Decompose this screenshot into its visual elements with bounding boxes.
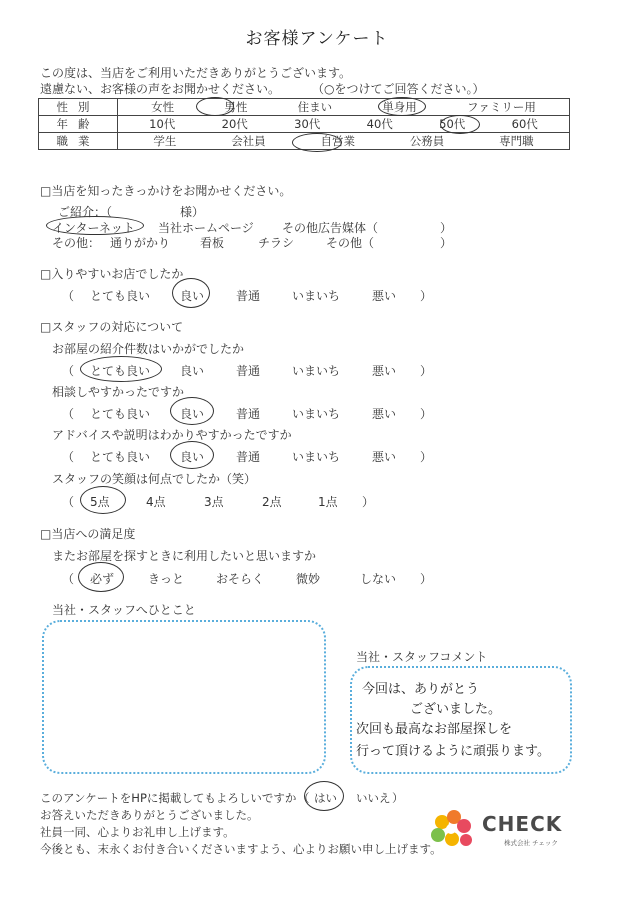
paren: ） <box>420 289 433 303</box>
option[interactable]: 良い <box>180 450 205 464</box>
option[interactable]: 自営業 <box>320 134 355 148</box>
option[interactable]: 普通 <box>236 407 261 421</box>
option[interactable]: 普通 <box>236 450 261 464</box>
intro-line-2: 遠慮ない、お客様の声をお聞かせください。 <box>40 82 281 96</box>
option[interactable]: 男性 <box>224 100 248 114</box>
profile-row-gender <box>39 99 570 116</box>
row-label: 職業 <box>39 133 118 150</box>
option[interactable]: しない <box>360 572 397 586</box>
option[interactable]: おそらく <box>216 572 265 586</box>
row-label: 年齢 <box>39 116 118 133</box>
paren: （ <box>62 572 75 586</box>
intro-note: （○をつけてご回答ください。） <box>312 82 485 96</box>
yes-option[interactable]: はい <box>314 791 337 805</box>
customer-comment-box[interactable] <box>42 620 326 774</box>
q3-sub2: 相談しやすかったですか <box>52 385 185 399</box>
option[interactable]: 4点 <box>146 495 166 509</box>
page-title: お客様アンケート <box>245 29 389 49</box>
option[interactable]: いまいち <box>292 450 341 464</box>
option[interactable]: とても良い <box>90 364 151 378</box>
option[interactable]: 住まい <box>297 100 333 114</box>
option[interactable]: 悪い <box>372 364 397 378</box>
no-option[interactable]: いいえ <box>356 791 391 805</box>
option[interactable]: 学生 <box>153 134 177 148</box>
staff-comment-line-4: 行って頂けるように頑張ります。 <box>356 744 550 759</box>
company-logo <box>428 808 563 852</box>
option[interactable]: 悪い <box>372 450 397 464</box>
homepage-option[interactable]: 当社ホームページ <box>158 221 254 235</box>
q2-heading: □入りやすいお店でしたか <box>40 267 184 281</box>
comment-box-label: 当社・スタッフへひとこと <box>52 603 196 617</box>
logo-subtext: 株式会社 チェック <box>504 839 558 847</box>
option[interactable]: 必ず <box>90 572 115 586</box>
option[interactable]: 単身用 <box>382 100 417 114</box>
q3-sub4: スタッフの笑顔は何点でしたか（笑） <box>52 472 257 486</box>
other2-option[interactable]: その他（ <box>326 236 375 250</box>
staff-comment-line-3: 次回も最高なお部屋探しを <box>356 722 513 737</box>
intro-line-1: この度は、当店をご利用いただきありがとうございます。 <box>40 66 352 80</box>
other-label: その他： <box>52 236 101 250</box>
paren: ） <box>420 364 433 378</box>
option[interactable]: 1点 <box>318 495 338 509</box>
option[interactable]: 悪い <box>372 289 397 303</box>
option[interactable]: 普通 <box>236 289 261 303</box>
option[interactable]: 40代 <box>366 117 393 131</box>
profile-table <box>38 98 570 150</box>
paren: ） <box>440 221 453 235</box>
option[interactable]: 女性 <box>151 100 175 114</box>
option[interactable]: きっと <box>148 572 185 586</box>
paren: ） <box>420 572 433 586</box>
option[interactable]: 普通 <box>236 364 261 378</box>
option[interactable]: 良い <box>180 364 205 378</box>
paren: （ <box>62 407 75 421</box>
staff-comment-line-1: 今回は、ありがとう <box>362 682 480 697</box>
q3-heading: □スタッフの対応について <box>40 320 184 334</box>
option[interactable]: 20代 <box>221 117 248 131</box>
referral-label: ご紹介：（ <box>58 205 113 219</box>
referral-suffix: 様） <box>180 205 205 219</box>
option[interactable]: 専門職 <box>499 134 534 148</box>
option[interactable]: とても良い <box>90 289 151 303</box>
option[interactable]: 良い <box>180 289 205 303</box>
staff-comment-line-2: ございました。 <box>410 702 502 717</box>
option[interactable]: 悪い <box>372 407 397 421</box>
option[interactable]: とても良い <box>90 450 151 464</box>
profile-row-occupation <box>39 133 570 150</box>
staff-comment-label: 当社・スタッフコメント <box>356 650 488 664</box>
option[interactable]: 2点 <box>262 495 282 509</box>
other-media-option[interactable]: その他広告媒体（ <box>282 221 379 235</box>
signboard-option[interactable]: 看板 <box>200 236 225 250</box>
internet-option[interactable]: インターネット <box>52 221 135 235</box>
option[interactable]: 公務員 <box>409 134 445 148</box>
option[interactable]: 10代 <box>149 117 176 131</box>
walkby-option[interactable]: 通りがかり <box>110 236 171 250</box>
footer-line-2: お答えいただきありがとうございました。 <box>40 808 259 822</box>
paren: ） <box>420 407 433 421</box>
paren: （ <box>298 791 310 805</box>
option[interactable]: とても良い <box>90 407 151 421</box>
profile-row-age <box>39 116 570 133</box>
q3-sub3: アドバイスや説明はわかりやすかったですか <box>52 428 292 442</box>
option[interactable]: 3点 <box>204 495 224 509</box>
row-label: 性別 <box>39 99 118 116</box>
paren: ） <box>362 495 375 509</box>
option[interactable]: 会社員 <box>231 134 266 148</box>
logo-text: CHECK <box>482 812 563 836</box>
paren: （ <box>62 289 75 303</box>
paren: ） <box>420 450 433 464</box>
paren: ） <box>440 236 453 250</box>
footer-line-3: 社員一同、心よりお礼申し上げます。 <box>40 825 235 839</box>
option[interactable]: ファミリー用 <box>467 100 536 114</box>
option[interactable]: 60代 <box>511 117 538 131</box>
paren: （ <box>62 450 75 464</box>
footer-line-4: 今後とも、末永くお付き合いくださいますよう、心よりお願い申し上げます。 <box>40 842 442 856</box>
paren: （ <box>62 364 75 378</box>
option[interactable]: 良い <box>180 407 205 421</box>
q4-heading: □当店への満足度 <box>40 527 136 541</box>
option[interactable]: 50代 <box>439 117 466 131</box>
flower-icon <box>428 808 478 852</box>
option[interactable]: いまいち <box>292 364 341 378</box>
q1-heading: □当店を知ったきっかけをお聞かせください。 <box>40 184 292 198</box>
q3-sub1: お部屋の紹介件数はいかがでしたか <box>52 342 245 356</box>
flyer-option[interactable]: チラシ <box>258 236 295 250</box>
option[interactable]: いまいち <box>292 407 341 421</box>
option[interactable]: いまいち <box>292 289 341 303</box>
paren: （ <box>62 495 75 509</box>
paren: ） <box>392 791 404 805</box>
option[interactable]: 5点 <box>90 495 110 509</box>
option[interactable]: 微妙 <box>296 572 321 586</box>
q4-sub: またお部屋を探すときに利用したいと思いますか <box>52 549 317 563</box>
footer-line-1: このアンケートをHPに掲載してもよろしいですか <box>40 791 297 805</box>
option[interactable]: 30代 <box>294 117 321 131</box>
